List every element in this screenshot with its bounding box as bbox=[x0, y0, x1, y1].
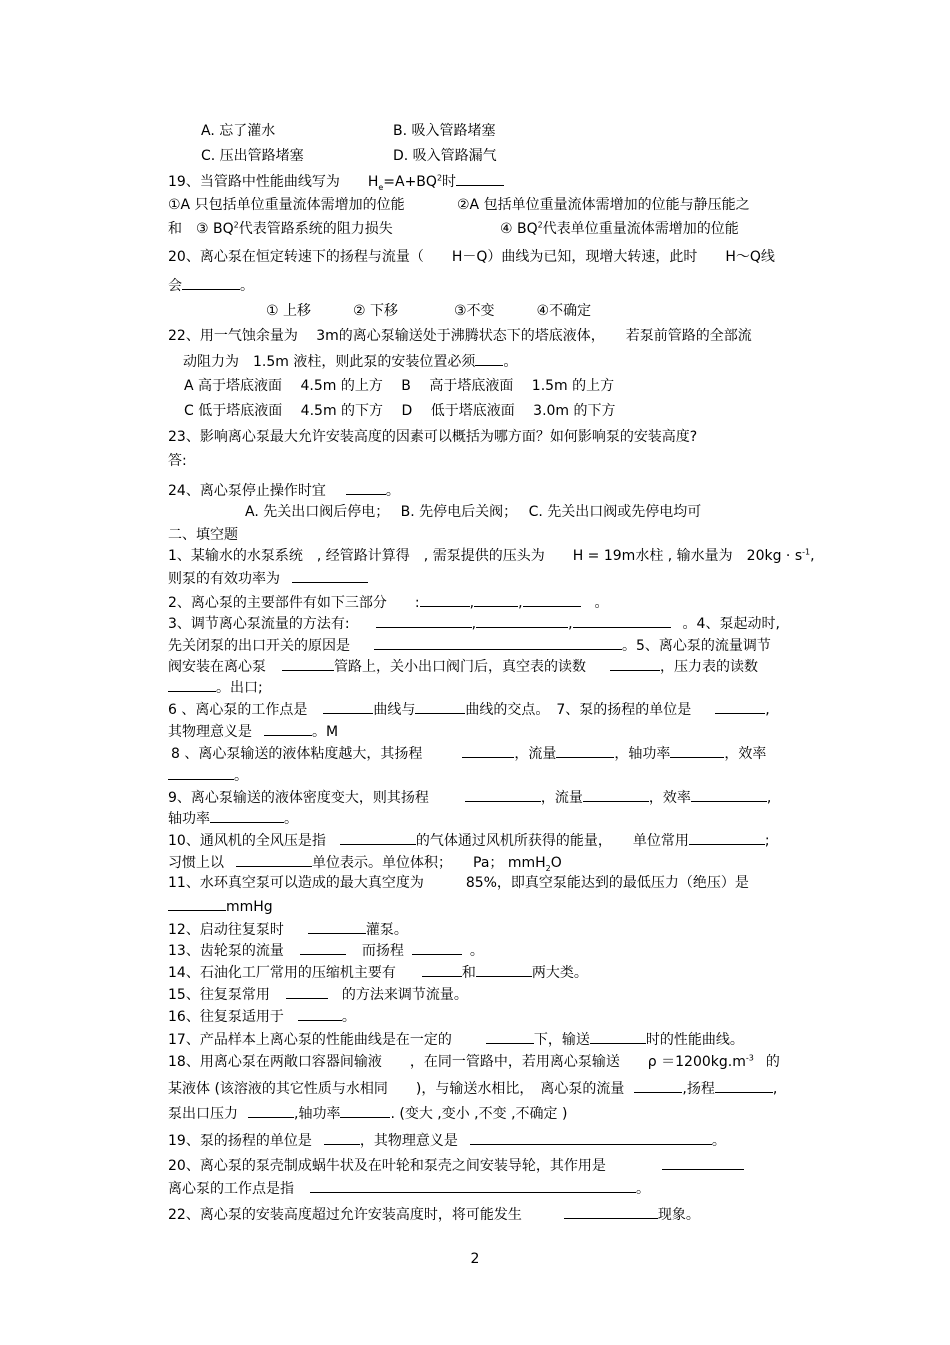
q18-option-c: C. 压出管路堵塞 bbox=[201, 148, 304, 164]
fill14-end: 两大类。 bbox=[531, 965, 588, 981]
fill18-text4: ,扬程 bbox=[682, 1081, 715, 1097]
fill6-text2: 曲线与 bbox=[373, 702, 416, 718]
fill20-text2: 离心泵的工作点是指 bbox=[168, 1181, 294, 1197]
fill19-end: 。 bbox=[711, 1133, 726, 1149]
fill6 bbox=[168, 699, 770, 719]
q24-line1-text: 24、离心泵停止操作时宜 bbox=[168, 483, 326, 499]
fill8 bbox=[171, 743, 766, 763]
q19-opt2-b-text: ④ BQ bbox=[500, 221, 538, 237]
q19-opt2-b-text2: 代表单位重量流体需增加的位能 bbox=[542, 221, 739, 237]
fill16-text: 16、往复泵适用于 bbox=[168, 1009, 284, 1025]
fill5-text3: ，压力表的读数 bbox=[660, 659, 758, 675]
q22-line1: 22、用一气蚀余量为 3m的离心泵输送处于沸腾状态下的塔底液体， 若泵前管路的全部流 bbox=[168, 328, 752, 344]
fill1-sup: -1 bbox=[802, 547, 811, 557]
fill3-text: 3、调节离心泵流量的方法有: bbox=[168, 616, 350, 632]
fill13-text2: 而扬程 bbox=[361, 943, 404, 959]
fill11-unit: mmHg bbox=[226, 899, 273, 915]
q20-blank bbox=[182, 275, 240, 290]
fill6-end: , bbox=[765, 702, 770, 718]
fill1-text: 1、某输水的水泵系统 , 经管路计算得 , 需泵提供的压头为 H = 19m水柱 , 输水量为 20kg · s bbox=[168, 548, 803, 564]
fill14-text2: 和 bbox=[461, 965, 476, 981]
fill1-line2-text: 则泵的有效功率为 bbox=[168, 571, 280, 587]
fill18-text3: 某液体 (该溶液的其它性质与水相同 )，与输送水相比， 离心泵的流量 bbox=[168, 1081, 625, 1097]
fill4-text: 先关闭泵的出口开关的原因是 bbox=[168, 638, 350, 654]
q22-options-ab: A 高于塔底液面 4.5m 的上方 B 高于塔底液面 1.5m 的上方 bbox=[184, 378, 615, 394]
q19-opt2-b: ④ $BQ^2$代表单位重量流体需增加的位能 bbox=[500, 220, 739, 237]
fill18-text5: , bbox=[772, 1081, 778, 1097]
fill10-line2: 习惯上以 单位表示。单位体积； Pa； mmH$_2$O bbox=[168, 852, 562, 878]
q19-opt2-a-text: 和 ③ BQ bbox=[168, 221, 234, 237]
q22-line2-end: 。 bbox=[503, 354, 518, 370]
fill19-text: 19、泵的扬程的单位是 bbox=[168, 1133, 312, 1149]
fill18-sup: -3 bbox=[745, 1053, 754, 1063]
fill4 bbox=[168, 635, 771, 655]
fill19-text2: ，其物理意义是 bbox=[359, 1133, 458, 1149]
fill9-line2 bbox=[168, 808, 298, 828]
q19-opt1-a: ①A 只包括单位重量流体需增加的位能 bbox=[168, 197, 405, 213]
page-number: 2 bbox=[470, 1251, 480, 1267]
fill1-line2 bbox=[168, 568, 368, 588]
fill10-text5: 单位表示。单位体积； Pa； mmH bbox=[312, 855, 546, 871]
fill1-end: , bbox=[810, 548, 815, 564]
fill18-end: . (变大 ,变小 ,不变 ,不确定 ) bbox=[390, 1106, 568, 1122]
q19-stem: 19、当管路中性能曲线写为 $H_e=A+BQ^2$时 bbox=[168, 171, 504, 197]
section2-title: 二、填空题 bbox=[168, 527, 238, 543]
fill17-text: 17、产品样本上离心泵的性能曲线是在一定的 bbox=[168, 1032, 452, 1048]
fill14 bbox=[168, 962, 588, 982]
fill13-text: 13、齿轮泵的流量 bbox=[168, 943, 284, 959]
fill7 bbox=[168, 721, 338, 741]
fill10-text4: 习惯上以 bbox=[168, 855, 224, 871]
fill12-text: 12、启动往复泵时 bbox=[168, 922, 284, 938]
fill7-end: 。M bbox=[312, 724, 339, 740]
fill18-line2 bbox=[168, 1078, 777, 1098]
fill13 bbox=[168, 940, 484, 960]
q18-option-d: D. 吸入管路漏气 bbox=[393, 148, 497, 164]
fill22 bbox=[168, 1204, 700, 1224]
fill18-text6: 泵出口压力 bbox=[168, 1106, 238, 1122]
fill18-text2: 的 bbox=[765, 1054, 780, 1070]
fill14-text: 14、石油化工厂常用的压缩机主要有 bbox=[168, 965, 396, 981]
fill16 bbox=[168, 1006, 356, 1026]
fill15-end: 的方法来调节流量。 bbox=[341, 987, 468, 1003]
fill10-text3: ; bbox=[764, 833, 770, 849]
fill5 bbox=[168, 656, 758, 676]
fill8-text3: ，轴功率 bbox=[614, 746, 671, 762]
fill6-text3: 曲线的交点。 7、泵的扬程的单位是 bbox=[465, 702, 692, 718]
q24-blank bbox=[346, 480, 386, 495]
fill17 bbox=[168, 1029, 744, 1049]
q20-line2 bbox=[168, 275, 254, 295]
fill7-text: 其物理意义是 bbox=[168, 724, 252, 740]
q22-options-cd: C 低于塔底液面 4.5m 的下方 D 低于塔底液面 3.0m 的下方 bbox=[184, 403, 616, 419]
fill17-text2: 下，输送 bbox=[533, 1032, 590, 1048]
fill5-line2 bbox=[168, 677, 263, 697]
q23-line1: 23、影响离心泵最大允许安装高度的因素可以概括为哪方面？如何影响泵的安装高度? bbox=[168, 429, 698, 445]
q18-option-b: B. 吸入管路堵塞 bbox=[393, 123, 496, 139]
fill22-text: 22、离心泵的安装高度超过允许安装高度时，将可能发生 bbox=[168, 1207, 522, 1223]
fill13-end: 。 bbox=[469, 943, 484, 959]
q20-options: ① 上移 ② 下移 ③不变 ④不确定 bbox=[266, 303, 592, 319]
fill10-end: O bbox=[550, 855, 562, 871]
fill8-end: 。 bbox=[234, 768, 248, 784]
fill9-text4: , bbox=[766, 790, 772, 806]
q23-answer: 答: bbox=[168, 453, 187, 469]
q19-opt2-a-text2: 代表管路系统的阻力损失 bbox=[238, 221, 393, 237]
fill9-text2: ，流量 bbox=[540, 790, 583, 806]
fill5-text2: 管路上，关小出口阀门后，真空表的读数 bbox=[334, 659, 586, 675]
fill15 bbox=[168, 984, 468, 1004]
fill11: 11、水环真空泵可以造成的最大真空度为 85%，即真空泵能达到的最低压力（绝压）是 bbox=[168, 875, 749, 891]
fill9-text: 9、离心泵输送的液体密度变大，则其扬程 bbox=[168, 790, 429, 806]
fill6-text: 6 、离心泵的工作点是 bbox=[168, 702, 308, 718]
fill18-text: 18、用离心泵在两敞口容器间输液 ，在同一管路中，若用离心泵输送 ρ ＝1200kg.m bbox=[168, 1054, 746, 1070]
fill16-end: 。 bbox=[341, 1009, 356, 1025]
fill12-end: 灌泵。 bbox=[365, 922, 408, 938]
fill9-text3: ，效率 bbox=[648, 790, 691, 806]
fill17-end: 时的性能曲线。 bbox=[645, 1032, 744, 1048]
q19-opt2-a: 和 ③ $BQ^2$代表管路系统的阻力损失 bbox=[168, 220, 393, 237]
q19-blank bbox=[456, 171, 504, 186]
fill8-line2 bbox=[168, 765, 248, 785]
fill18-text7: ,轴功率 bbox=[294, 1106, 341, 1122]
fill20-end: 。 bbox=[636, 1181, 650, 1197]
fill1-line1 bbox=[168, 547, 815, 565]
q18-option-a: A. 忘了灌水 bbox=[201, 123, 276, 139]
fill22-end: 现象。 bbox=[657, 1207, 700, 1223]
fill1-blank bbox=[292, 568, 368, 583]
q20-line2-end: 。 bbox=[240, 278, 254, 294]
fill10-text: 10、通风机的全风压是指 bbox=[168, 833, 326, 849]
fill5-end: 。出口; bbox=[216, 680, 263, 696]
fill2: 2、离心泵的主要部件有如下三部分 : , , 。 bbox=[168, 592, 609, 612]
fill9 bbox=[168, 787, 771, 807]
fill12 bbox=[168, 919, 408, 939]
fill9-text5: 轴功率 bbox=[168, 811, 210, 827]
q24-options: A. 先关出口阀后停电； B. 先停电后关阀； C. 先关出口阀或先停电均可 bbox=[245, 504, 702, 520]
fill2-end: 。 bbox=[594, 595, 609, 611]
fill15-text: 15、往复泵常用 bbox=[168, 987, 270, 1003]
fill5-text: 阀安装在离心泵 bbox=[168, 659, 266, 675]
q20-line1: 20、离心泵在恒定转速下的扬程与流量（ H－Q）曲线为已知，现增大转速，此时 H～Q线 bbox=[168, 249, 775, 265]
fill3-end: 。4、泵起动时, bbox=[682, 616, 780, 632]
fill20 bbox=[168, 1155, 744, 1175]
fill2-text: 2、离心泵的主要部件有如下三部分 : bbox=[168, 595, 420, 611]
fill3: 3、调节离心泵流量的方法有: , , 。4、泵起动时, bbox=[168, 613, 780, 633]
fill4-end: 。5、离心泵的流量调节 bbox=[622, 638, 771, 654]
fill20-text: 20、离心泵的泵壳制成蜗牛状及在叶轮和泵壳之间安装导轮，其作用是 bbox=[168, 1158, 606, 1174]
q24-line1-end: 。 bbox=[385, 483, 400, 499]
q19-formula: =A+BQ bbox=[383, 174, 437, 190]
q19-stem-text: 19、当管路中性能曲线写为 H bbox=[168, 174, 379, 190]
q22-line2-text: 动阻力为 1.5m 液柱，则此泵的安装位置必须 bbox=[183, 354, 476, 370]
q20-line2-text: 会 bbox=[168, 278, 182, 294]
fill10 bbox=[168, 830, 770, 850]
q19-opt1-b: ②A 包括单位重量流体需增加的位能与静压能之 bbox=[457, 197, 750, 213]
fill10-text2: 的气体通过风机所获得的能量， 单位常用 bbox=[415, 833, 689, 849]
fill20-line2 bbox=[168, 1178, 650, 1198]
fill8-text: 8 、离心泵输送的液体粘度越大，其扬程 bbox=[171, 746, 423, 762]
fill18-line3 bbox=[168, 1103, 567, 1123]
fill18 bbox=[168, 1053, 780, 1071]
fill8-text2: ，流量 bbox=[514, 746, 557, 762]
q24-line1 bbox=[168, 480, 400, 500]
q19-tail: 时 bbox=[442, 174, 457, 190]
q22-blank bbox=[475, 351, 503, 366]
fill11-line2 bbox=[168, 896, 273, 916]
fill19 bbox=[168, 1130, 726, 1150]
fill8-text4: ，效率 bbox=[724, 746, 767, 762]
fill9-end: 。 bbox=[284, 811, 298, 827]
q22-line2 bbox=[183, 351, 517, 371]
